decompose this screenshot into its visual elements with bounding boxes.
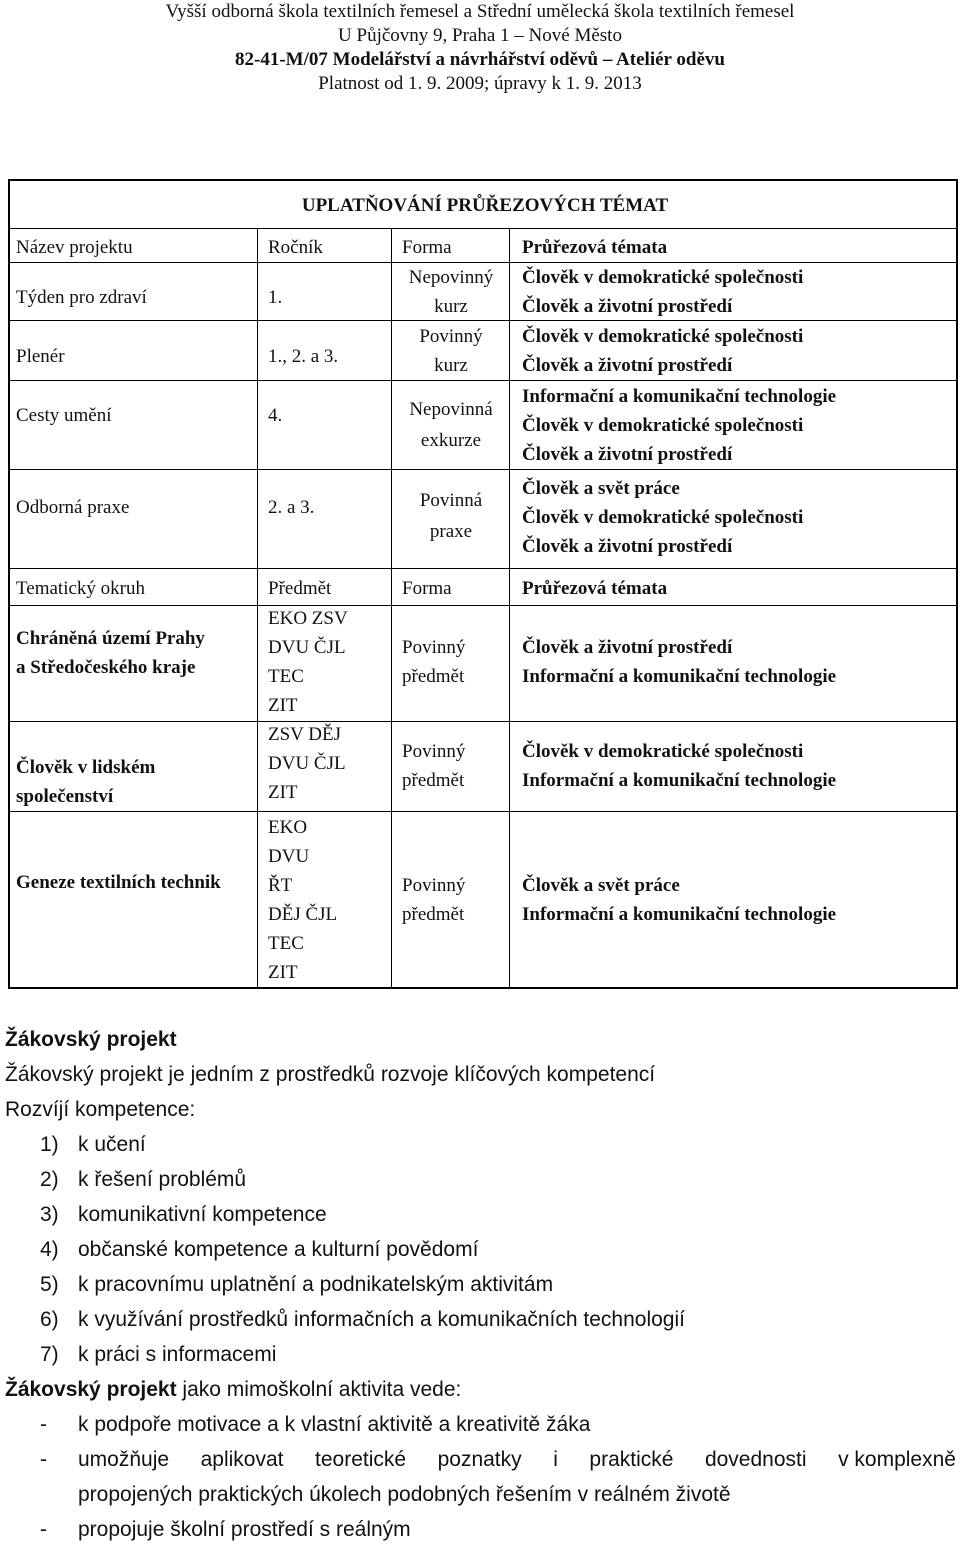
header-program: 82-41-M/07 Modelářství a návrhářství oděvů – Ateliér oděvu <box>235 49 725 70</box>
list-item-number: 6) <box>40 1308 59 1331</box>
project-theme: Člověk a životní prostředí <box>522 536 733 557</box>
topic-name: a Středočeského kraje <box>16 657 196 678</box>
word: poznatky <box>437 1448 522 1471</box>
topic-subjects: ZIT <box>268 695 298 716</box>
header-subject: Předmět <box>268 578 332 599</box>
project-name: Týden pro zdraví <box>16 287 147 308</box>
project-theme: Informační a komunikační technologie <box>522 386 837 407</box>
topic-subjects: ZIT <box>268 782 298 803</box>
project-year: 4. <box>268 405 283 426</box>
bullet-text: propojuje školní prostředí s reálným <box>78 1518 411 1541</box>
topic-subjects: EKO ZSV <box>268 608 348 629</box>
project-name: Odborná praxe <box>16 497 130 518</box>
activity-intro-bold: Žákovský projekt <box>5 1378 177 1401</box>
word: teoretické <box>315 1448 407 1471</box>
list-item-number: 3) <box>40 1203 59 1226</box>
project-year: 1. <box>268 287 283 308</box>
project-theme: Člověk a životní prostředí <box>522 296 733 317</box>
project-form: kurz <box>434 355 468 376</box>
table-title: UPLATŇOVÁNÍ PRŮŘEZOVÝCH TÉMAT <box>301 195 669 216</box>
topic-form: Povinný <box>402 637 466 658</box>
topic-subjects: ZSV DĚJ <box>268 724 342 745</box>
header-project-name: Název projektu <box>16 237 133 258</box>
topic-name: Člověk v lidském <box>16 757 156 778</box>
project-form: Nepovinná <box>409 399 493 420</box>
project-form: Povinný <box>419 326 483 347</box>
topic-subjects: DĚJ ČJL <box>268 904 338 925</box>
word: praktické <box>589 1448 674 1471</box>
competences-intro: Rozvíjí kompetence: <box>5 1098 196 1121</box>
topic-name: společenství <box>16 786 114 807</box>
topic-subjects: DVU <box>268 846 310 867</box>
list-item-text: k práci s informacemi <box>78 1343 277 1366</box>
header-form: Forma <box>402 578 452 599</box>
topic-theme: Informační a komunikační technologie <box>522 904 837 925</box>
project-form: Nepovinný <box>408 267 494 288</box>
activity-intro-rest: jako mimoškolní aktivita vede: <box>176 1378 462 1401</box>
project-year: 1., 2. a 3. <box>268 346 339 367</box>
student-project-intro: Žákovský projekt je jedním z prostředků rozvoje klíčových kompetencí <box>5 1063 656 1086</box>
topic-form: předmět <box>402 770 465 791</box>
project-form: praxe <box>429 521 473 542</box>
project-theme: Člověk a životní prostředí <box>522 444 733 465</box>
project-theme: Člověk v demokratické společnosti <box>522 326 804 347</box>
project-form: Povinná <box>419 490 483 511</box>
project-theme: Člověk v demokratické společnosti <box>522 267 804 288</box>
student-project-heading: Žákovský projekt <box>5 1028 177 1051</box>
header-themes: Průřezová témata <box>522 237 668 258</box>
header-address: U Půjčovny 9, Praha 1 – Nové Město <box>338 25 622 46</box>
word: aplikovat <box>200 1448 284 1471</box>
header-form: Forma <box>402 237 452 258</box>
project-name: Plenér <box>16 346 65 367</box>
list-item-number: 1) <box>40 1133 59 1156</box>
list-item-number: 2) <box>40 1168 59 1191</box>
word: dovednosti <box>704 1448 807 1471</box>
topic-theme: Informační a komunikační technologie <box>522 770 837 791</box>
word: i <box>553 1448 558 1471</box>
topic-form: Povinný <box>402 875 466 896</box>
project-name: Cesty umění <box>16 405 112 426</box>
word: umožňuje <box>78 1448 170 1471</box>
list-item-text: k učení <box>78 1133 146 1156</box>
topic-subjects: ŘT <box>268 875 293 896</box>
topic-theme: Člověk a životní prostředí <box>522 637 733 658</box>
topic-name: Geneze textilních technik <box>16 872 221 893</box>
topic-theme: Informační a komunikační technologie <box>522 666 837 687</box>
project-form: exkurze <box>420 430 482 451</box>
project-theme: Člověk v demokratické společnosti <box>522 507 804 528</box>
bullet-dash: - <box>40 1448 47 1471</box>
topic-subjects: ZIT <box>268 962 298 983</box>
topic-form: předmět <box>402 904 465 925</box>
project-theme: Člověk v demokratické společnosti <box>522 415 804 436</box>
topic-theme: Člověk a svět práce <box>522 875 680 896</box>
topic-subjects: DVU ČJL <box>268 637 346 658</box>
bullet-continuation: propojených praktických úkolech podobných řešením v reálném životě <box>78 1483 731 1506</box>
list-item-text: k pracovnímu uplatnění a podnikatelským aktivitám <box>78 1273 554 1296</box>
topic-subjects: TEC <box>268 666 304 687</box>
document-header <box>0 0 960 96</box>
topic-form: Povinný <box>402 741 466 762</box>
list-item-text: komunikativní kompetence <box>78 1203 327 1226</box>
list-item-text: k řešení problémů <box>78 1168 247 1191</box>
header-validity: Platnost od 1. 9. 2009; úpravy k 1. 9. 2013 <box>318 73 642 94</box>
topic-name: Chráněná území Prahy <box>16 628 205 649</box>
project-year: 2. a 3. <box>268 497 315 518</box>
project-theme: Člověk a svět práce <box>522 478 680 499</box>
header-topic: Tematický okruh <box>16 578 145 599</box>
list-item-number: 4) <box>40 1238 59 1261</box>
cross-curricular-table <box>8 179 958 989</box>
topic-theme: Člověk v demokratické společnosti <box>522 741 804 762</box>
project-theme: Člověk a životní prostředí <box>522 355 733 376</box>
bullet-dash: - <box>40 1413 47 1436</box>
header-themes: Průřezová témata <box>522 578 668 599</box>
topic-subjects: EKO <box>268 817 308 838</box>
list-item-text: občanské kompetence a kulturní povědomí <box>78 1238 479 1261</box>
word: v komplexně <box>838 1448 956 1471</box>
list-item-number: 7) <box>40 1343 59 1366</box>
header-year: Ročník <box>268 237 323 258</box>
bullet-text-justified <box>78 1443 956 1477</box>
project-form: kurz <box>434 296 468 317</box>
bullet-dash: - <box>40 1518 47 1541</box>
list-item-text: k využívání prostředků informačních a komunikačních technologií <box>78 1308 685 1331</box>
bullet-text: k podpoře motivace a k vlastní aktivitě a kreativitě žáka <box>78 1413 591 1436</box>
topic-subjects: TEC <box>268 933 304 954</box>
list-item-number: 5) <box>40 1273 59 1296</box>
header-school-name: Vyšší odborná škola textilních řemesel a Střední umělecká škola textilních řemesel <box>165 1 795 22</box>
activity-intro <box>5 1373 461 1407</box>
topic-form: předmět <box>402 666 465 687</box>
topic-subjects: DVU ČJL <box>268 753 346 774</box>
